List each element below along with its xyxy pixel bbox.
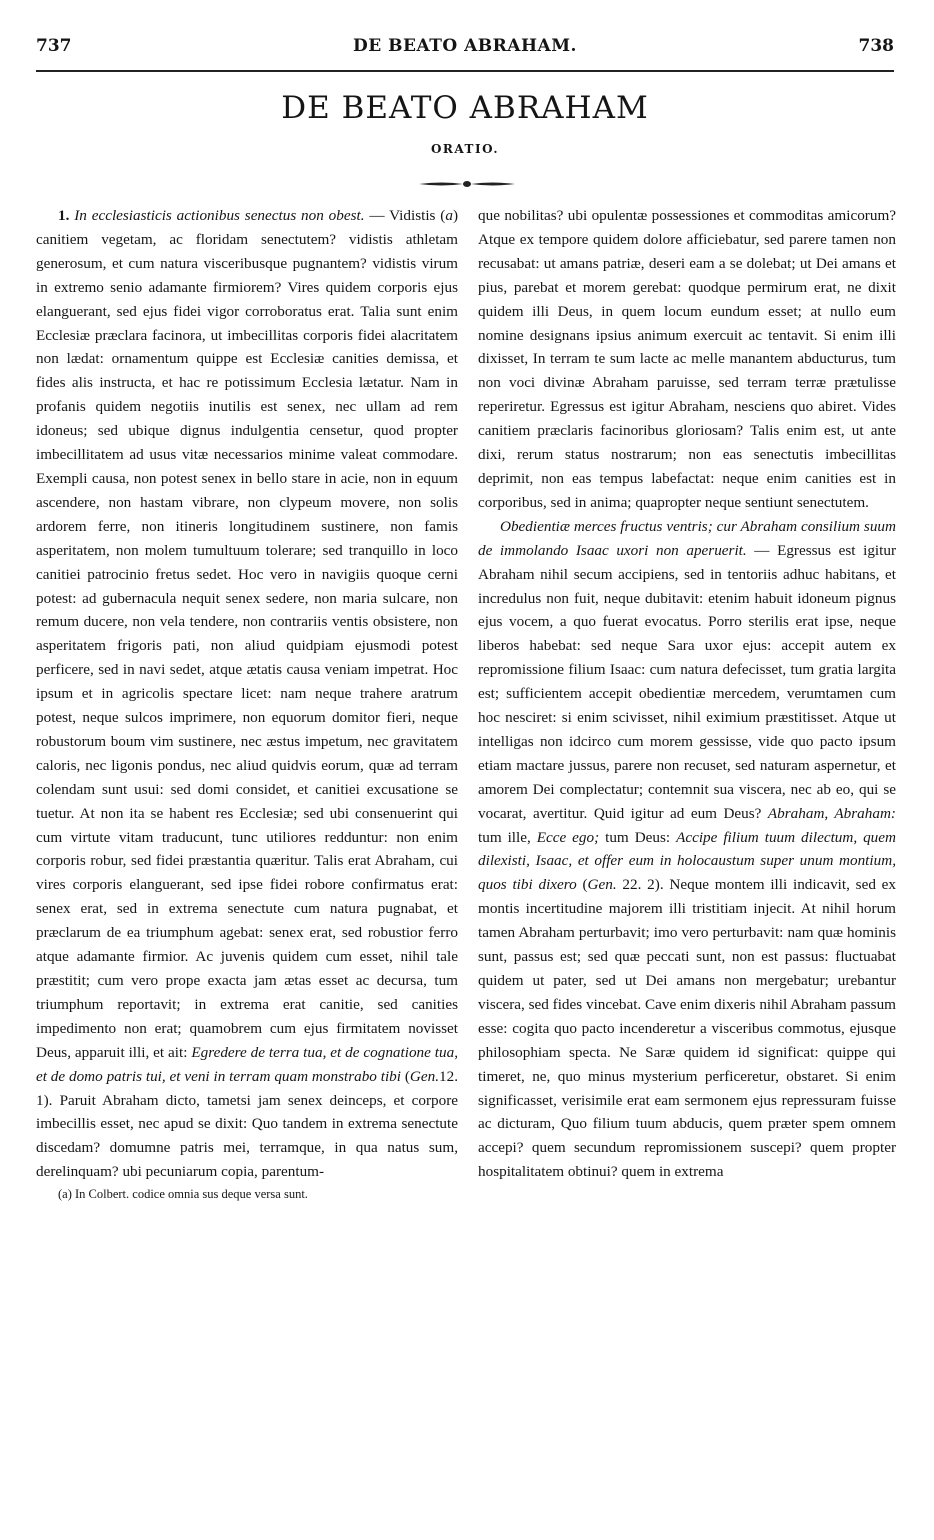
- running-head: [36, 36, 894, 58]
- paragraph: [36, 204, 458, 1184]
- scripture-ref-verse: 12. 1).: [36, 1067, 458, 1109]
- scripture-ref-book: Gen.: [409, 1067, 440, 1085]
- text-run: (: [576, 876, 588, 894]
- page-subtitle: ORATIO.: [430, 142, 500, 156]
- running-head-title: DE BEATO ABRAHAM.: [353, 36, 577, 56]
- page-number-left: 737: [36, 36, 72, 56]
- text-run: tum Deus:: [599, 828, 677, 846]
- section-heading: In ecclesiasticis actionibus senectus non obest.: [74, 207, 365, 224]
- text-run: Paruit Abraham dicto, tametsi jam senex deinceps, et corpore imbecillis esset, nec apud se dixit: Quo tandem in extrema senectute discedam? domumne patris mei, terramque, in qua natus sum, derelinquam? ubi pecuniarum copia, parentum-: [36, 1091, 458, 1181]
- page-title: DE BEATO ABRAHAM: [281, 90, 649, 126]
- ornament-divider-icon: [417, 180, 517, 188]
- text-run: tum ille,: [478, 828, 537, 846]
- footnote: (a) In Colbert. codice omnia sus deque versa sunt.: [58, 1187, 308, 1202]
- paragraph: que nobilitas? ubi opulentæ possessiones et commoditas amicorum? Atque ex tempore quidem dolore afficiebatur, sed parere tamen non recusabat: ut amans patriæ, deseri eam a se dolebat; ut Dei amans et pius, parebat et morem gerebat: quodque permirum erat, ne dixit quidem illi Deus, in quem locum eundum esset; at nullo eum nomine designans ipsius animum exercuit ac tentavit. Si enim illi dixisset, In terram te sum lacte ac melle manantem abducturus, tum non voci divinæ Abraham paruisse, sed terram terræ prætulisse reperiretur. Egressus est igitur Abraham, nesciens quo abiret. Vides canitiem præclaris facinoribus gloriosam? Talis enim est, ut ante dixi, rerum status nostrarum; non eas senectutis imbecillitas deprimit, non eas tempus labefactat: neque enim canities est in corporibus, sed in anima; quapropter neque sentiunt senectutem.: [478, 207, 896, 511]
- page-number-right: 738: [858, 36, 894, 56]
- scripture-quote: Abraham, Abraham:: [767, 804, 896, 822]
- text-column-right: [478, 204, 896, 1184]
- text-run: Vidistis (: [389, 207, 446, 224]
- section-number: 1.: [58, 207, 70, 224]
- header-rule: [36, 70, 894, 72]
- text-column-left: [36, 204, 458, 1204]
- dash: —: [364, 207, 390, 224]
- scripture-quote: Egredere de terra tua, et de cognatione tua, et de domo patris tui, et veni in terram quam monstrabo tibi: [36, 1043, 458, 1085]
- text-run: ) canitiem vegetam, ac floridam senectutem? vidistis athletam generosum, et cum natura visceribusque pugnantem? vidistis virum in extremo senio adamante firmiorem? Vires quidem corporis ejus elanguerant, sed ejus fidei vigor corroboratus erat. Talia sunt enim Ecclesiæ præclara facinora, ut imbecillitas corporis fidei alacritatem non lædat: ornamentum quippe est Ecclesiæ canities demissa, et fides alis instructa, et hac re potissimum Ecclesia lætatur. Nam in profanis quidem negotiis inutilis est senex, nec ullam ad rem idoneus; sed ubique dignus indulgentia censetur, quod propter imbecillitatem ad usus vitæ necessarios minime valeat commodare. Exempli causa, non potest senex in bello stare in acie, non in equum ascendere, non hastam vibrare, non clypeum movere, non solis ardorem ferre, non itineris longitudinem sustinere, non famis asperitatem, non molem tumultuum tolerare; sed tranquillo in loco canitiei patrocinio fretus sedet. Hoc vero in navigiis quoque cerni potest: ad gubernacula nequit senex sedere, non maria sulcare, non remum ducere, non vela tendere, non contrariis ventis obsistere, non asperitatem frigoris pati, non aliud quidpiam ejusmodi potest perficere, sed in navi sedet, atque ætatis causa veniam impetrat. Hoc ipsum et in agricolis spectare licet: nam neque trahere aratrum potest, neque sulcos imprimere, non equorum domitor fieri, neque robustorum boum vim sustinere, nec æstus impetum, nec gravitatem caloris, nec ligonis pondus, nec aliud quidvis eorum, quæ ad terram colendam sunt usui: sed domi considet, et canitiei excusatione se tuetur. At non ita se habent res Ecclesiæ; sed ubi consenuerint qui cum virtute vitam traducunt, tunc utiliores redduntur: non enim corporis robur, sed fidei præstantia quæritur. Talis erat Abraham, cui vires corporis elanguerant, sed ipse fidei robore confirmatus erat: senex erat, sed in extrema senectute cum natura pugnabat, et præclarum de ea triumphum agebat: senex erat, sed robustior ferro atque adamante firmior. Ac juvenis quidem cum esset, nihil tale præstitit; cum vero prope exacta jam ætas esset ac decursa, tum triumphum reportavit; in extrema erat canitie, sed canities impedimento non erat; quamobrem cum ejus firmitatem novisset Deus, apparuit illi, et ait:: [36, 207, 459, 1061]
- text-run: Neque montem illi indicavit, sed ex montis incertitudine majorem illi tristitiam injecit. At nihil horum tamen Abraham perturbavit; imo vero perturbavit: nam quæ hominis sunt, passus est; sed quæ peccati sunt, non est passus: fluctuabat quidem ut pater, sed ut Dei amans non mergebatur; urebantur viscera, sed fides vincebat. Cave enim dixeris nihil Abraham passum esse: cogita quo pacto incenderetur a visceribus commotus, ejusque philosophiam specta. Ne Saræ quidem id significat: quippe qui timeret, ne, quo minus mysterium perficeretur, obstaret. Si enim significasset, verisimile erat eam sermonem ejus repressuram fuisse ac dicturam, Quo filium tuum abducis, quem præter spem omnem accepi? quem secundum repromissionem suscepi? quem propter hospitalitatem obtinui? quem in extrema: [478, 876, 897, 1181]
- scripture-quote: Accipe filium tuum dilectum, quem dilexisti, Isaac, et offer eum in holocaustum super unum montium, quos tibi dixero: [478, 828, 896, 894]
- scripture-quote: Ecce ego;: [536, 828, 600, 846]
- section-heading: Obedientiæ merces fructus ventris; cur Abraham consilium suum de immolando Isaac uxori non aperuerit.: [478, 517, 896, 559]
- paragraph: [478, 515, 896, 1184]
- scripture-ref-verse: 22. 2).: [616, 876, 670, 894]
- note-marker: a: [445, 207, 453, 224]
- text-run: Egressus est igitur Abraham nihil secum accipiens, sed in tentoriis adhuc habitans, et incredulus non fuit, neque dubitavit: etenim habuit idoneum pignus ejus vocem, a quo fuerat evocatus. Porro sterilis erat ipse, neque liberos habebat: sed neque Sara uxor ejus: accepit autem ex repromissione filium Isaac: cum natura defecisset, tum gratia largita est; sufficientem accepit obedientiæ mercedem, verumtamen cum hoc nesciret: si enim scivisset, nihil eximium præstitisset. Atque ut intelligas non idcirco cum morem gessisse, vide quo pacto ipsum etiam mactare jussus, parere non recuset, sed naturam aspernetur, et amorem Dei complectatur; contemnit sua viscera, nec ab eo, qui se vocarat, avertitur. Quid igitur ad eum Deus?: [478, 541, 897, 822]
- dash: —: [746, 541, 778, 559]
- scripture-ref-book: Gen.: [587, 876, 617, 894]
- text-run: (: [401, 1067, 410, 1085]
